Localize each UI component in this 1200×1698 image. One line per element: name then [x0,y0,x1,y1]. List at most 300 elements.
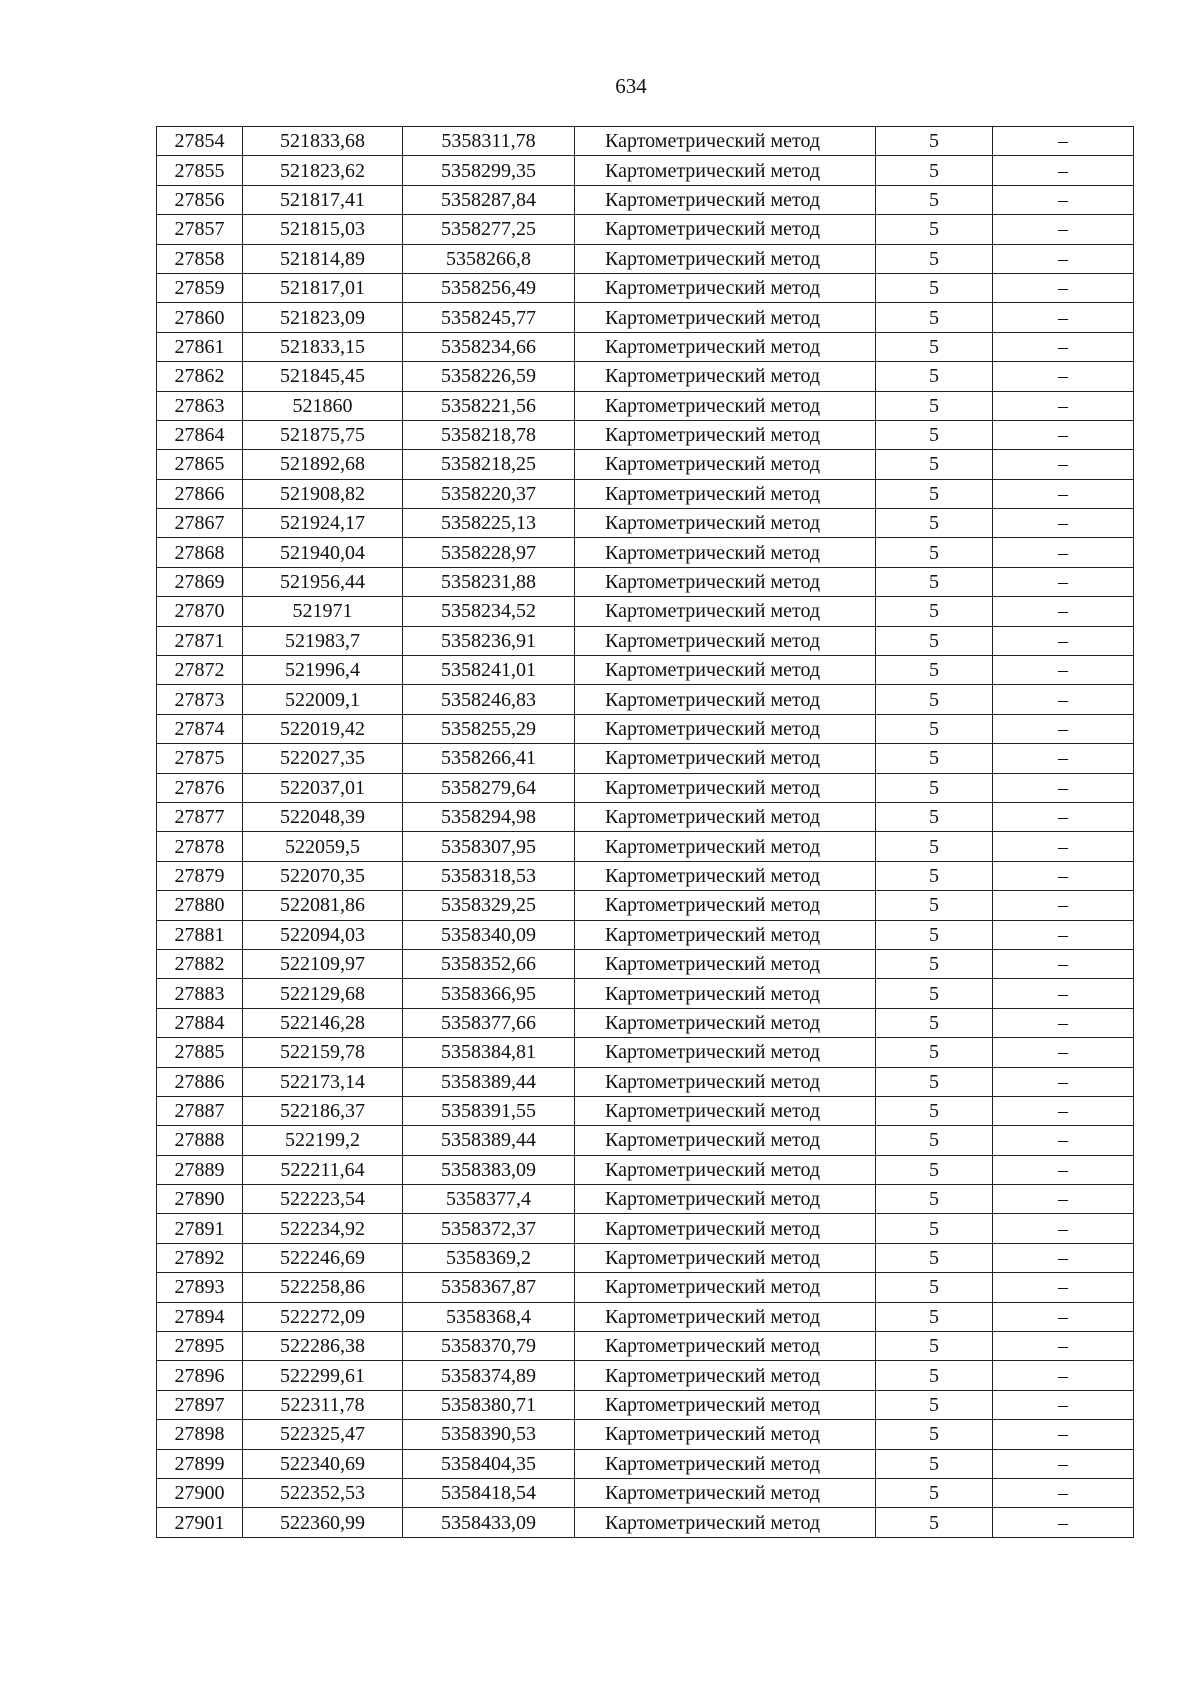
y-coordinate-cell: 5358383,09 [403,1155,575,1184]
x-coordinate-cell: 521817,01 [243,273,403,302]
x-coordinate-cell: 522299,61 [243,1361,403,1390]
point-number-cell: 27856 [157,185,243,214]
note-cell: – [993,273,1134,302]
y-coordinate-cell: 5358404,35 [403,1449,575,1478]
x-coordinate-cell: 522272,09 [243,1302,403,1331]
precision-cell: 5 [876,949,993,978]
point-number-cell: 27855 [157,156,243,185]
note-cell: – [993,450,1134,479]
note-cell: – [993,1508,1134,1537]
point-number-cell: 27857 [157,215,243,244]
note-cell: – [993,1214,1134,1243]
precision-cell: 5 [876,1302,993,1331]
point-number-cell: 27900 [157,1478,243,1507]
x-coordinate-cell: 522037,01 [243,773,403,802]
point-number-cell: 27888 [157,1126,243,1155]
method-cell: Картометрический метод [575,420,876,449]
note-cell: – [993,244,1134,273]
table-row [157,685,1134,714]
point-number-cell: 27882 [157,949,243,978]
y-coordinate-cell: 5358277,25 [403,215,575,244]
x-coordinate-cell: 522173,14 [243,1067,403,1096]
y-coordinate-cell: 5358226,59 [403,362,575,391]
note-cell: – [993,567,1134,596]
y-coordinate-cell: 5358318,53 [403,861,575,890]
y-coordinate-cell: 5358374,89 [403,1361,575,1390]
method-cell: Картометрический метод [575,773,876,802]
point-number-cell: 27860 [157,303,243,332]
note-cell: – [993,420,1134,449]
table-row [157,1390,1134,1419]
x-coordinate-cell: 521815,03 [243,215,403,244]
y-coordinate-cell: 5358236,91 [403,626,575,655]
point-number-cell: 27864 [157,420,243,449]
note-cell: – [993,391,1134,420]
point-number-cell: 27870 [157,597,243,626]
precision-cell: 5 [876,1067,993,1096]
precision-cell: 5 [876,920,993,949]
x-coordinate-cell: 522019,42 [243,714,403,743]
table-row [157,479,1134,508]
x-coordinate-cell: 522129,68 [243,979,403,1008]
point-number-cell: 27897 [157,1390,243,1419]
table-row [157,127,1134,156]
method-cell: Картометрический метод [575,1273,876,1302]
y-coordinate-cell: 5358279,64 [403,773,575,802]
table-row [157,1273,1134,1302]
y-coordinate-cell: 5358329,25 [403,891,575,920]
method-cell: Картометрический метод [575,1008,876,1037]
note-cell: – [993,1155,1134,1184]
x-coordinate-cell: 522159,78 [243,1038,403,1067]
note-cell: – [993,1096,1134,1125]
note-cell: – [993,303,1134,332]
table-row [157,1332,1134,1361]
x-coordinate-cell: 522027,35 [243,744,403,773]
x-coordinate-cell: 521892,68 [243,450,403,479]
method-cell: Картометрический метод [575,332,876,361]
x-coordinate-cell: 521908,82 [243,479,403,508]
note-cell: – [993,656,1134,685]
precision-cell: 5 [876,1155,993,1184]
point-number-cell: 27866 [157,479,243,508]
table-row [157,891,1134,920]
precision-cell: 5 [876,567,993,596]
y-coordinate-cell: 5358380,71 [403,1390,575,1419]
precision-cell: 5 [876,127,993,156]
x-coordinate-cell: 522211,64 [243,1155,403,1184]
x-coordinate-cell: 521823,09 [243,303,403,332]
point-number-cell: 27895 [157,1332,243,1361]
note-cell: – [993,1008,1134,1037]
x-coordinate-cell: 522325,47 [243,1420,403,1449]
y-coordinate-cell: 5358218,78 [403,420,575,449]
table-row [157,215,1134,244]
table-row [157,1096,1134,1125]
precision-cell: 5 [876,891,993,920]
y-coordinate-cell: 5358234,66 [403,332,575,361]
note-cell: – [993,597,1134,626]
precision-cell: 5 [876,1185,993,1214]
method-cell: Картометрический метод [575,597,876,626]
table-row [157,303,1134,332]
precision-cell: 5 [876,1449,993,1478]
precision-cell: 5 [876,303,993,332]
x-coordinate-cell: 521956,44 [243,567,403,596]
table-row [157,1302,1134,1331]
method-cell: Картометрический метод [575,626,876,655]
note-cell: – [993,1038,1134,1067]
point-number-cell: 27873 [157,685,243,714]
table-row [157,156,1134,185]
x-coordinate-cell: 522186,37 [243,1096,403,1125]
x-coordinate-cell: 521814,89 [243,244,403,273]
y-coordinate-cell: 5358372,37 [403,1214,575,1243]
method-cell: Картометрический метод [575,1478,876,1507]
x-coordinate-cell: 522223,54 [243,1185,403,1214]
table-row [157,861,1134,890]
method-cell: Картометрический метод [575,861,876,890]
method-cell: Картометрический метод [575,1243,876,1272]
table-row [157,1067,1134,1096]
note-cell: – [993,861,1134,890]
method-cell: Картометрический метод [575,832,876,861]
precision-cell: 5 [876,1361,993,1390]
method-cell: Картометрический метод [575,244,876,273]
note-cell: – [993,215,1134,244]
x-coordinate-cell: 521875,75 [243,420,403,449]
method-cell: Картометрический метод [575,1361,876,1390]
precision-cell: 5 [876,1038,993,1067]
note-cell: – [993,714,1134,743]
precision-cell: 5 [876,626,993,655]
precision-cell: 5 [876,685,993,714]
x-coordinate-cell: 522094,03 [243,920,403,949]
precision-cell: 5 [876,273,993,302]
x-coordinate-cell: 521983,7 [243,626,403,655]
table-row [157,1126,1134,1155]
table-row [157,1508,1134,1537]
note-cell: – [993,979,1134,1008]
point-number-cell: 27874 [157,714,243,743]
method-cell: Картометрический метод [575,1449,876,1478]
method-cell: Картометрический метод [575,391,876,420]
y-coordinate-cell: 5358369,2 [403,1243,575,1272]
precision-cell: 5 [876,1008,993,1037]
precision-cell: 5 [876,362,993,391]
y-coordinate-cell: 5358389,44 [403,1067,575,1096]
x-coordinate-cell: 522352,53 [243,1478,403,1507]
precision-cell: 5 [876,1478,993,1507]
point-number-cell: 27894 [157,1302,243,1331]
method-cell: Картометрический метод [575,891,876,920]
precision-cell: 5 [876,802,993,831]
note-cell: – [993,1302,1134,1331]
y-coordinate-cell: 5358352,66 [403,949,575,978]
method-cell: Картометрический метод [575,127,876,156]
method-cell: Картометрический метод [575,1390,876,1419]
x-coordinate-cell: 522109,97 [243,949,403,978]
point-number-cell: 27883 [157,979,243,1008]
x-coordinate-cell: 521971 [243,597,403,626]
method-cell: Картометрический метод [575,1155,876,1184]
method-cell: Картометрический метод [575,979,876,1008]
x-coordinate-cell: 522246,69 [243,1243,403,1272]
precision-cell: 5 [876,656,993,685]
y-coordinate-cell: 5358384,81 [403,1038,575,1067]
y-coordinate-cell: 5358433,09 [403,1508,575,1537]
point-number-cell: 27901 [157,1508,243,1537]
point-number-cell: 27898 [157,1420,243,1449]
note-cell: – [993,185,1134,214]
method-cell: Картометрический метод [575,1096,876,1125]
y-coordinate-cell: 5358245,77 [403,303,575,332]
note-cell: – [993,802,1134,831]
note-cell: – [993,1243,1134,1272]
point-number-cell: 27880 [157,891,243,920]
note-cell: – [993,538,1134,567]
method-cell: Картометрический метод [575,1302,876,1331]
precision-cell: 5 [876,332,993,361]
note-cell: – [993,949,1134,978]
point-number-cell: 27881 [157,920,243,949]
table-row [157,1243,1134,1272]
precision-cell: 5 [876,1420,993,1449]
point-number-cell: 27875 [157,744,243,773]
table-row [157,1361,1134,1390]
x-coordinate-cell: 522009,1 [243,685,403,714]
note-cell: – [993,626,1134,655]
precision-cell: 5 [876,714,993,743]
table-row [157,420,1134,449]
table-row [157,1420,1134,1449]
table-row [157,832,1134,861]
precision-cell: 5 [876,479,993,508]
precision-cell: 5 [876,1214,993,1243]
y-coordinate-cell: 5358294,98 [403,802,575,831]
y-coordinate-cell: 5358418,54 [403,1478,575,1507]
method-cell: Картометрический метод [575,1332,876,1361]
method-cell: Картометрический метод [575,538,876,567]
table-row [157,1008,1134,1037]
point-number-cell: 27890 [157,1185,243,1214]
note-cell: – [993,127,1134,156]
method-cell: Картометрический метод [575,479,876,508]
y-coordinate-cell: 5358231,88 [403,567,575,596]
point-number-cell: 27896 [157,1361,243,1390]
point-number-cell: 27858 [157,244,243,273]
precision-cell: 5 [876,773,993,802]
x-coordinate-cell: 522146,28 [243,1008,403,1037]
precision-cell: 5 [876,1273,993,1302]
precision-cell: 5 [876,450,993,479]
coordinates-table-body [157,127,1134,1538]
method-cell: Картометрический метод [575,685,876,714]
point-number-cell: 27891 [157,1214,243,1243]
point-number-cell: 27892 [157,1243,243,1272]
table-row [157,450,1134,479]
x-coordinate-cell: 522048,39 [243,802,403,831]
precision-cell: 5 [876,861,993,890]
note-cell: – [993,832,1134,861]
table-row [157,744,1134,773]
point-number-cell: 27862 [157,362,243,391]
precision-cell: 5 [876,979,993,1008]
y-coordinate-cell: 5358220,37 [403,479,575,508]
y-coordinate-cell: 5358390,53 [403,1420,575,1449]
table-row [157,1038,1134,1067]
point-number-cell: 27876 [157,773,243,802]
point-number-cell: 27885 [157,1038,243,1067]
method-cell: Картометрический метод [575,509,876,538]
point-number-cell: 27889 [157,1155,243,1184]
y-coordinate-cell: 5358225,13 [403,509,575,538]
table-row [157,626,1134,655]
table-row [157,714,1134,743]
method-cell: Картометрический метод [575,1508,876,1537]
table-row [157,802,1134,831]
table-row [157,362,1134,391]
point-number-cell: 27859 [157,273,243,302]
point-number-cell: 27877 [157,802,243,831]
note-cell: – [993,891,1134,920]
y-coordinate-cell: 5358218,25 [403,450,575,479]
y-coordinate-cell: 5358389,44 [403,1126,575,1155]
point-number-cell: 27861 [157,332,243,361]
y-coordinate-cell: 5358368,4 [403,1302,575,1331]
table-row [157,949,1134,978]
x-coordinate-cell: 521833,15 [243,332,403,361]
y-coordinate-cell: 5358266,41 [403,744,575,773]
point-number-cell: 27867 [157,509,243,538]
x-coordinate-cell: 521823,62 [243,156,403,185]
note-cell: – [993,1390,1134,1419]
y-coordinate-cell: 5358221,56 [403,391,575,420]
table-row [157,273,1134,302]
method-cell: Картометрический метод [575,1038,876,1067]
x-coordinate-cell: 521845,45 [243,362,403,391]
point-number-cell: 27884 [157,1008,243,1037]
x-coordinate-cell: 522081,86 [243,891,403,920]
table-row [157,920,1134,949]
point-number-cell: 27893 [157,1273,243,1302]
y-coordinate-cell: 5358234,52 [403,597,575,626]
table-row [157,1478,1134,1507]
point-number-cell: 27878 [157,832,243,861]
precision-cell: 5 [876,1390,993,1419]
point-number-cell: 27869 [157,567,243,596]
precision-cell: 5 [876,156,993,185]
method-cell: Картометрический метод [575,714,876,743]
precision-cell: 5 [876,832,993,861]
x-coordinate-cell: 521833,68 [243,127,403,156]
x-coordinate-cell: 521924,17 [243,509,403,538]
y-coordinate-cell: 5358256,49 [403,273,575,302]
point-number-cell: 27865 [157,450,243,479]
x-coordinate-cell: 521817,41 [243,185,403,214]
coordinates-table [156,126,1134,1538]
note-cell: – [993,1332,1134,1361]
x-coordinate-cell: 522311,78 [243,1390,403,1419]
table-row [157,185,1134,214]
table-row [157,509,1134,538]
precision-cell: 5 [876,185,993,214]
method-cell: Картометрический метод [575,273,876,302]
note-cell: – [993,1185,1134,1214]
precision-cell: 5 [876,1508,993,1537]
y-coordinate-cell: 5358299,35 [403,156,575,185]
y-coordinate-cell: 5358366,95 [403,979,575,1008]
x-coordinate-cell: 522059,5 [243,832,403,861]
precision-cell: 5 [876,1096,993,1125]
note-cell: – [993,332,1134,361]
table-row [157,244,1134,273]
note-cell: – [993,1067,1134,1096]
y-coordinate-cell: 5358307,95 [403,832,575,861]
y-coordinate-cell: 5358246,83 [403,685,575,714]
method-cell: Картометрический метод [575,1214,876,1243]
method-cell: Картометрический метод [575,450,876,479]
point-number-cell: 27871 [157,626,243,655]
note-cell: – [993,773,1134,802]
method-cell: Картометрический метод [575,920,876,949]
method-cell: Картометрический метод [575,1067,876,1096]
method-cell: Картометрический метод [575,215,876,244]
x-coordinate-cell: 521996,4 [243,656,403,685]
note-cell: – [993,1361,1134,1390]
table-row [157,567,1134,596]
x-coordinate-cell: 522286,38 [243,1332,403,1361]
note-cell: – [993,1478,1134,1507]
table-row [157,1185,1134,1214]
table-row [157,979,1134,1008]
precision-cell: 5 [876,215,993,244]
note-cell: – [993,744,1134,773]
point-number-cell: 27899 [157,1449,243,1478]
precision-cell: 5 [876,420,993,449]
method-cell: Картометрический метод [575,303,876,332]
method-cell: Картометрический метод [575,185,876,214]
point-number-cell: 27854 [157,127,243,156]
y-coordinate-cell: 5358340,09 [403,920,575,949]
note-cell: – [993,479,1134,508]
precision-cell: 5 [876,391,993,420]
note-cell: – [993,920,1134,949]
method-cell: Картометрический метод [575,949,876,978]
y-coordinate-cell: 5358287,84 [403,185,575,214]
table-row [157,1155,1134,1184]
precision-cell: 5 [876,1126,993,1155]
method-cell: Картометрический метод [575,1420,876,1449]
precision-cell: 5 [876,1243,993,1272]
point-number-cell: 27886 [157,1067,243,1096]
point-number-cell: 27879 [157,861,243,890]
note-cell: – [993,156,1134,185]
table-row [157,391,1134,420]
point-number-cell: 27863 [157,391,243,420]
method-cell: Картометрический метод [575,744,876,773]
precision-cell: 5 [876,597,993,626]
point-number-cell: 27868 [157,538,243,567]
method-cell: Картометрический метод [575,362,876,391]
note-cell: – [993,685,1134,714]
method-cell: Картометрический метод [575,1126,876,1155]
method-cell: Картометрический метод [575,567,876,596]
x-coordinate-cell: 521860 [243,391,403,420]
method-cell: Картометрический метод [575,802,876,831]
page-number: 634 [615,74,647,98]
precision-cell: 5 [876,509,993,538]
